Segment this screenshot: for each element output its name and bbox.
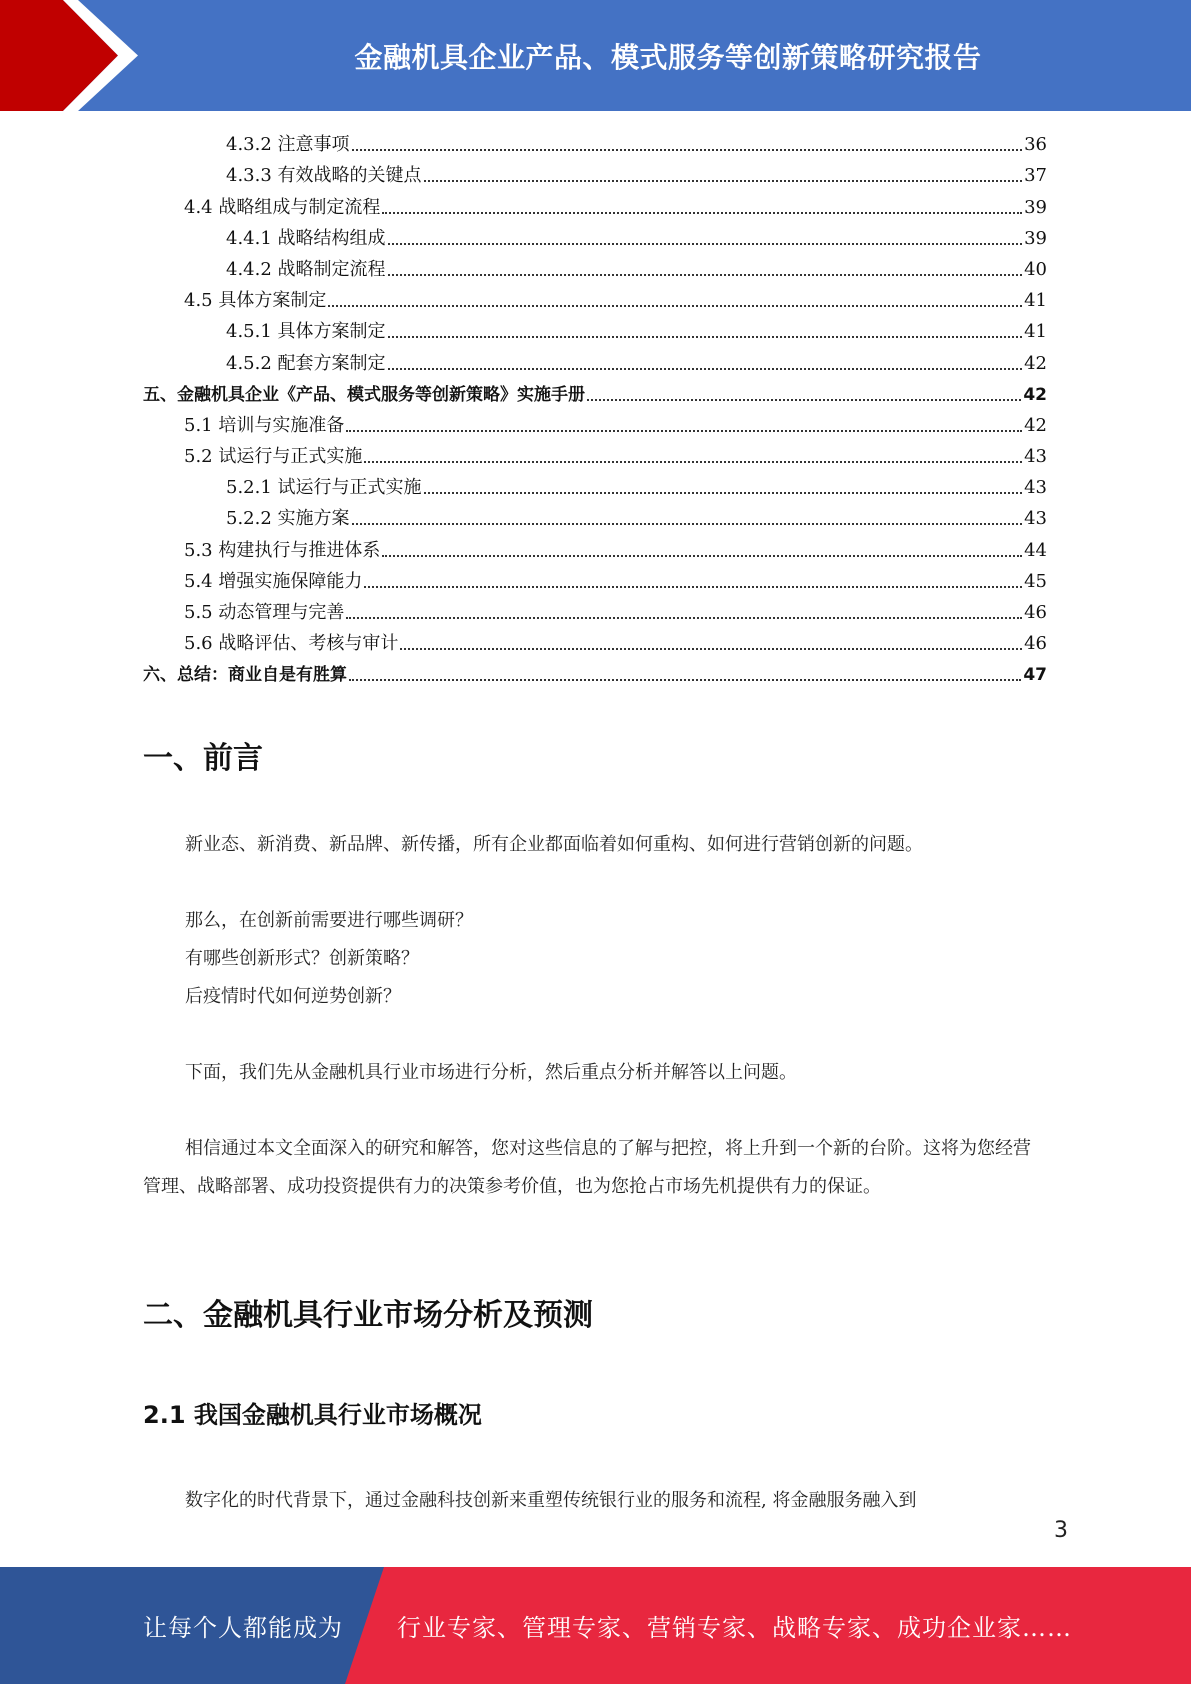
- page-header: [0, 0, 1191, 111]
- toc-dot-leader: [388, 336, 1023, 338]
- footer-slogan-left: 让每个人都能成为: [143, 1614, 343, 1642]
- page-footer: [0, 1567, 1191, 1684]
- toc-entry-page: 43: [1024, 508, 1047, 530]
- toc-entry-title: 5.2 试运行与正式实施: [184, 446, 363, 468]
- toc-dot-leader: [364, 586, 1022, 588]
- toc-dot-leader: [587, 399, 1021, 401]
- toc-entry-title: 4.3.2 注意事项: [226, 134, 350, 156]
- toc-dot-leader: [364, 461, 1022, 463]
- toc-entry-title: 4.4.1 战略结构组成: [226, 227, 386, 249]
- toc-entry[interactable]: [143, 440, 1047, 471]
- toc-entry[interactable]: [143, 315, 1047, 346]
- toc-entry-title: 5.3 构建执行与推进体系: [184, 539, 381, 561]
- preface-questions: [143, 902, 1048, 1016]
- toc-entry-page: 39: [1024, 196, 1047, 218]
- toc-dot-leader: [424, 180, 1023, 182]
- toc-entry-title: 5.6 战略评估、考核与审计: [184, 633, 399, 655]
- toc-entry[interactable]: [143, 378, 1047, 409]
- toc-entry[interactable]: [143, 658, 1047, 689]
- toc-entry-title: 五、金融机具企业《产品、模式服务等创新策略》实施手册: [143, 384, 585, 405]
- toc-entry-page: 41: [1024, 290, 1047, 312]
- question-line: 后疫情时代如何逆势创新？: [185, 986, 401, 1007]
- toc-entry-title: 4.5.2 配套方案制定: [226, 352, 386, 374]
- toc-entry-page: 44: [1024, 539, 1047, 561]
- toc-entry-title: 5.2.2 实施方案: [226, 508, 350, 530]
- toc-entry-page: 39: [1024, 227, 1047, 249]
- toc-entry-page: 43: [1024, 477, 1047, 499]
- toc-entry-title: 4.5.1 具体方案制定: [226, 321, 386, 343]
- preface-paragraph-2: [143, 1054, 1048, 1092]
- toc-entry[interactable]: [143, 471, 1047, 502]
- footer-slogan-right: 行业专家、管理专家、营销专家、战略专家、成功企业家……: [397, 1614, 1072, 1642]
- toc-entry-page: 46: [1024, 602, 1047, 623]
- paragraph-text: 相信通过本文全面深入的研究和解答，您对这些信息的了解与把控，将上升到一个新的台阶。这将为您经营管理、战略部署、成功投资提供有力的决策参考价值，也为您抢占市场先机提供有力的保证。: [143, 1138, 1031, 1197]
- preface-paragraph-3: [143, 1130, 1048, 1206]
- toc-entry[interactable]: [143, 596, 1047, 627]
- toc-dot-leader: [388, 368, 1023, 370]
- question-line: 有哪些创新形式？创新策略？: [185, 948, 419, 969]
- toc-entry-title: 5.5 动态管理与完善: [184, 602, 345, 623]
- toc-entry-title: 5.1 培训与实施准备: [184, 414, 345, 436]
- toc-entry-title: 5.2.1 试运行与正式实施: [226, 477, 422, 499]
- toc-entry-page: 42: [1024, 352, 1047, 374]
- section-heading-preface: 一、前言: [143, 741, 263, 776]
- toc-dot-leader: [346, 430, 1022, 432]
- report-title: 金融机具企业产品、模式服务等创新策略研究报告: [354, 40, 982, 74]
- toc-entry[interactable]: [143, 502, 1047, 533]
- toc-dot-leader: [382, 212, 1022, 214]
- toc-entry-title: 4.4.2 战略制定流程: [226, 258, 386, 280]
- toc-dot-leader: [388, 274, 1023, 276]
- toc-entry-page: 40: [1024, 258, 1047, 280]
- red-arrow-icon: [0, 0, 160, 111]
- paragraph-text: 数字化的时代背景下，通过金融科技创新来重塑传统银行业的服务和流程, 将金融服务融入到: [185, 1490, 917, 1511]
- toc-dot-leader: [382, 555, 1022, 557]
- toc-entry-page: 47: [1023, 665, 1047, 686]
- toc-entry[interactable]: [143, 222, 1047, 253]
- toc-entry-page: 45: [1024, 570, 1047, 592]
- toc-entry[interactable]: [143, 190, 1047, 221]
- table-of-contents: [143, 128, 1047, 689]
- toc-dot-leader: [400, 648, 1022, 650]
- toc-entry-page: 37: [1024, 165, 1047, 187]
- toc-entry-page: 42: [1023, 384, 1047, 405]
- toc-entry-page: 36: [1024, 134, 1047, 156]
- subsection-heading-market-overview: 2.1 我国金融机具行业市场概况: [143, 1401, 482, 1429]
- preface-paragraph-1: [143, 826, 1048, 864]
- section-heading-market-analysis: 二、金融机具行业市场分析及预测: [143, 1298, 593, 1333]
- market-overview-paragraph: [143, 1482, 1048, 1520]
- toc-entry-page: 41: [1024, 321, 1047, 343]
- page-number: 3: [1054, 1518, 1068, 1543]
- toc-dot-leader: [352, 149, 1023, 151]
- toc-entry-title: 5.4 增强实施保障能力: [184, 570, 363, 592]
- toc-dot-leader: [346, 617, 1022, 619]
- toc-entry[interactable]: [143, 627, 1047, 658]
- toc-entry[interactable]: [143, 565, 1047, 596]
- toc-entry[interactable]: [143, 284, 1047, 315]
- toc-entry[interactable]: [143, 159, 1047, 190]
- toc-entry[interactable]: [143, 409, 1047, 440]
- toc-entry[interactable]: [143, 346, 1047, 377]
- toc-entry[interactable]: [143, 253, 1047, 284]
- toc-entry[interactable]: [143, 128, 1047, 159]
- toc-dot-leader: [352, 523, 1023, 525]
- toc-entry-page: 42: [1024, 414, 1047, 436]
- paragraph-text: 下面，我们先从金融机具行业市场进行分析，然后重点分析并解答以上问题。: [185, 1062, 797, 1083]
- toc-entry-title: 4.3.3 有效战略的关键点: [226, 165, 422, 187]
- toc-dot-leader: [349, 679, 1021, 681]
- question-line: 那么，在创新前需要进行哪些调研？: [185, 910, 473, 931]
- toc-entry-title: 六、总结：商业自是有胜算: [143, 665, 347, 686]
- toc-entry-title: 4.4 战略组成与制定流程: [184, 196, 381, 218]
- toc-dot-leader: [388, 243, 1023, 245]
- toc-dot-leader: [328, 305, 1022, 307]
- toc-entry[interactable]: [143, 533, 1047, 564]
- toc-dot-leader: [424, 492, 1023, 494]
- toc-entry-page: 46: [1024, 633, 1047, 655]
- toc-entry-title: 4.5 具体方案制定: [184, 290, 327, 312]
- toc-entry-page: 43: [1024, 446, 1047, 468]
- paragraph-text: 新业态、新消费、新品牌、新传播，所有企业都面临着如何重构、如何进行营销创新的问题。: [185, 834, 923, 855]
